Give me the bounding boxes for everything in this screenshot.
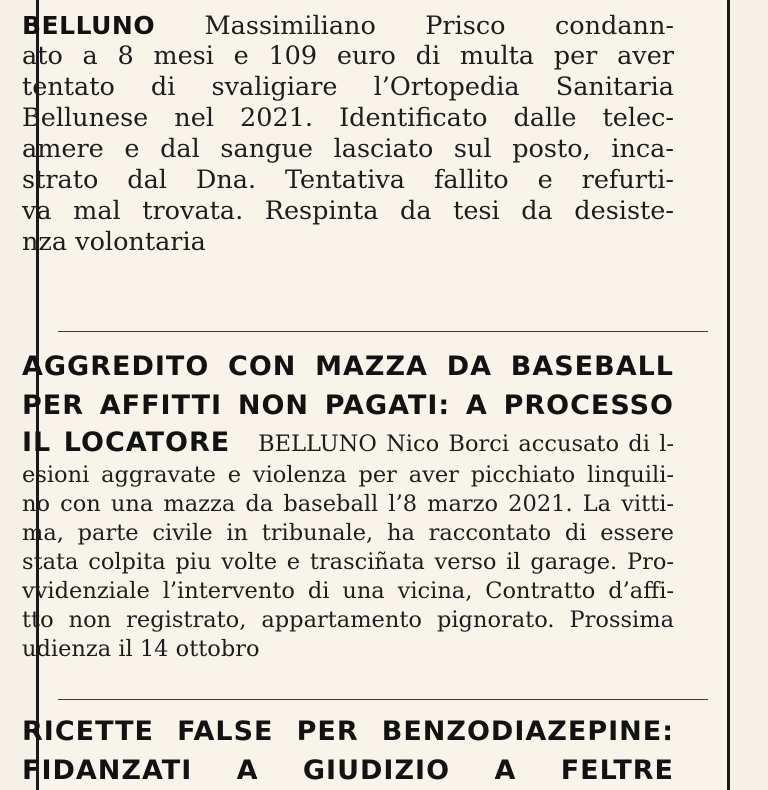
article-line: stata colpita piu volte e trasciñata verso il garage. Pro- — [22, 549, 674, 575]
news-brief-benzodiazepine — [22, 712, 674, 790]
article-line: esioni aggravate e violenza per aver picchiato linquili- — [22, 462, 674, 488]
news-brief-baseball-bat — [22, 347, 674, 664]
article-line: tentato di svaligiare l’Ortopedia Sanitaria — [22, 72, 674, 102]
article-headline-line: AGGREDITO CON MAZZA DA BASEBALL — [22, 351, 674, 382]
article-text: Massimiliano Prisco condann- — [204, 11, 674, 41]
article-line: Bellunese nel 2021. Identificato dalle telec- — [22, 103, 674, 133]
article-line: nza volontaria — [22, 227, 206, 257]
article-line: ma, parte civile in tribunale, ha raccontato di essere — [22, 520, 674, 546]
article-line: strato dal Dna. Tentativa fallito e refurti- — [22, 165, 674, 195]
article-line: ato a 8 mesi e 109 euro di multa per aver — [22, 41, 674, 71]
news-brief-belluno-prisco — [22, 10, 674, 258]
article-line: amere e dal sangue lasciato sul posto, inca- — [22, 134, 674, 164]
article-first-line — [22, 425, 674, 461]
article-kicker: BELLUNO — [22, 11, 156, 40]
article-headline-line: PER AFFITTI NON PAGATI: A PROCESSO — [22, 390, 674, 421]
article-line: udienza il 14 ottobro — [22, 636, 260, 662]
article-text: BELLUNO Nico Borci accusato di l- — [258, 431, 674, 457]
article-first-line — [22, 10, 674, 41]
article-divider — [58, 699, 708, 700]
article-line: va mal trovata. Respinta da tesi da desiste- — [22, 196, 674, 226]
article-headline-line: IL LOCATORE — [22, 427, 231, 458]
article-divider — [58, 331, 708, 332]
article-line: tto non registrato, appartamento pignorato. Prossima — [22, 607, 674, 633]
article-line: no con una mazza da baseball l’8 marzo 2021. La vitti- — [22, 491, 674, 517]
article-line: vvidenziale l’intervento di una vicina, Contratto d’affi- — [22, 578, 674, 604]
article-headline-line: RICETTE FALSE PER BENZODIAZEPINE: — [22, 716, 674, 747]
article-headline-line: FIDANZATI A GIUDIZIO A FELTRE — [22, 755, 674, 786]
